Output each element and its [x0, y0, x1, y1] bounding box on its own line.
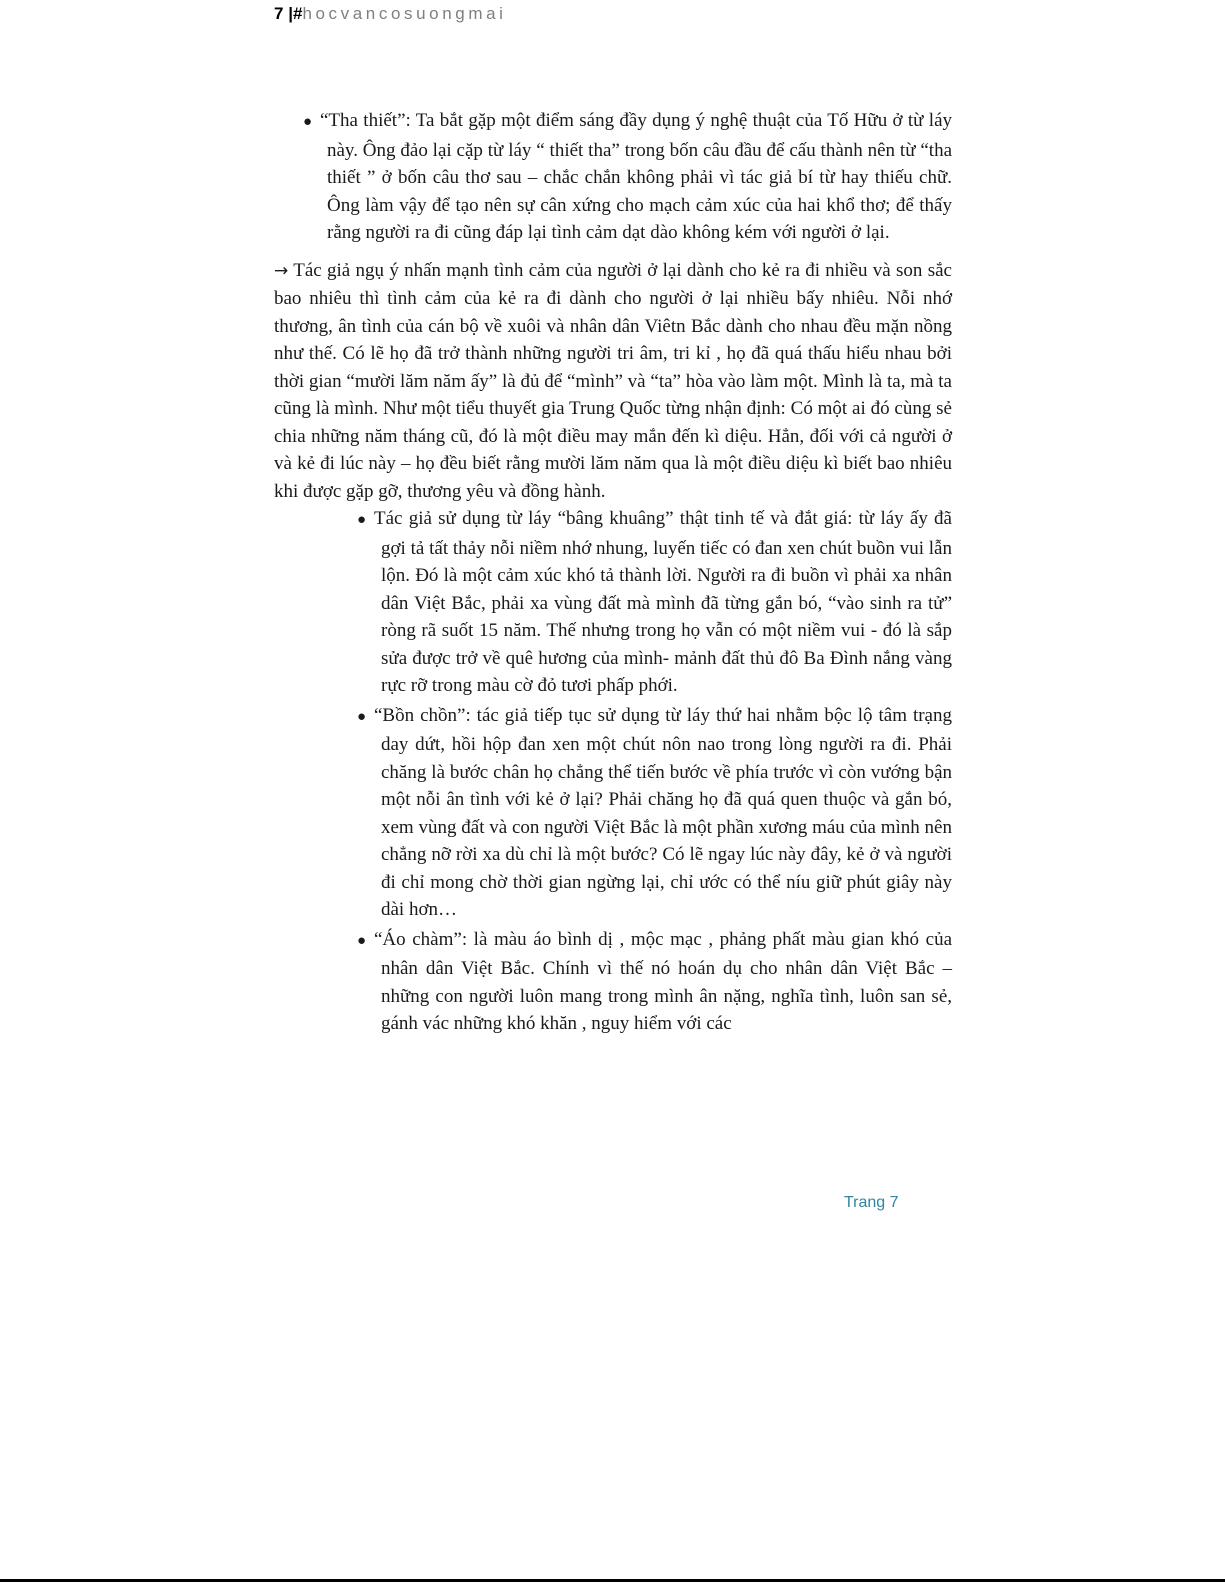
bottom-divider [0, 1579, 1225, 1582]
header-hash-mark: # [292, 4, 303, 23]
header-hashtag: hocvancosuongmai [302, 4, 507, 23]
header-page-number: 7 [274, 4, 284, 23]
list-item-text: Tác giả sử dụng từ láy “bâng khuâng” thật tinh tế và đắt giá: từ láy ấy đã gợi tả tất thảy nỗi niềm nhớ nhung, luyến tiếc có đan xen chút buồn vui lẫn lộn. Đó là một cảm xúc khó tả thành lời. Người ra đi buồn vì phải xa nhân dân Việt Bắc, phải xa vùng đất mà mình đã từng gắn bó, “vào sinh ra tử” ròng rã suốt 15 năm. Thế nhưng trong họ vẫn có một niềm vui - đó là sắp sửa được trở về quê hương của mình- mảnh đất thủ đô Ba Đình nắng vàng rực rỡ trong màu cờ đỏ tươi phấp phới. [374, 508, 952, 696]
header-separator: | [288, 4, 293, 23]
bullet-icon: ● [303, 114, 313, 130]
bullet-icon: ● [357, 932, 367, 949]
bullet-icon: ● [357, 512, 367, 528]
list-item-text: “Áo chàm”: là màu áo bình dị , mộc mạc , phảng phất màu gian khó của nhân dân Việt Bắc. Chính vì thế nó hoán dụ cho nhân dân Việt Bắc – những con người luôn mang trong mình ân nặng, nghĩa tình, luôn san sẻ, gánh vác những khó khăn , nguy hiểm với các [374, 928, 952, 1034]
page-header [274, 2, 507, 26]
conclusion-paragraph [274, 257, 952, 506]
list-item [357, 505, 952, 700]
bullet-list-top [274, 107, 952, 247]
conclusion-text: Tác giả ngụ ý nhấn mạnh tình cảm của người ở lại dành cho kẻ ra đi nhiều và son sắc bao nhiêu thì tình cảm của kẻ ra đi dành cho người ở lại nhiều bấy nhiêu. Nỗi nhớ thương, ân tình của cán bộ về xuôi và nhân dân Viêtn Bắc dành cho nhau đều mặn nồng như thế. Có lẽ họ đã trở thành những người tri âm, tri kỉ , họ đã quá thấu hiểu nhau bởi thời gian “mười lăm năm ấy” là đủ để “mình” và “ta” hòa vào làm một. Mình là ta, mà ta cũng là mình. Như một tiểu thuyết gia Trung Quốc từng nhận định: Có một ai đó cùng sẻ chia những năm tháng cũ, đó là một điều may mắn đến kì diệu. Hẳn, đối với cả người ở và kẻ đi lúc này – họ đều biết rằng mười lăm năm qua là một điều diệu kì biết bao nhiêu khi được gặp gỡ, thương yêu và đồng hành. [274, 259, 952, 502]
list-item-text: “Bồn chồn”: tác giả tiếp tục sử dụng từ láy thứ hai nhằm bộc lộ tâm trạng day dứt, hồi hộp đan xen một chút nôn nao trong lòng người ra đi. Phải chăng là bước chân họ chẳng thể tiến bước về phía trước vì còn vướng bận một nỗi ân tình với kẻ ở lại? Phải chăng họ đã quá quen thuộc và gắn bó, xem vùng đất và con người Việt Bắc là một phần xương máu của mình nên chẳng nỡ rời xa dù chỉ là một bước? Có lẽ ngay lúc này đây, kẻ ở và người đi chỉ mong chờ thời gian ngừng lại, chỉ ước có thể níu giữ phút giây này dài hơn… [374, 704, 952, 920]
list-item-text: “Tha thiết”: Ta bắt gặp một điểm sáng đầy dụng ý nghệ thuật của Tố Hữu ở từ láy này. Ông đảo lại cặp từ láy “ thiết tha” trong bốn câu đầu để cấu thành nên từ “tha thiết ” ở bốn câu thơ sau – chắc chắn không phải vì tác giả bí từ hay thiếu chữ. Ông làm vậy để tạo nên sự cân xứng cho mạch cảm xúc của hai khổ thơ; để thấy rằng người ra đi cũng đáp lại tình cảm dạt dào không kém với người ở lại. [320, 110, 952, 243]
list-item [303, 107, 952, 247]
list-item [357, 702, 952, 924]
bullet-icon: ● [357, 708, 367, 725]
page-footer: Trang 7 [844, 1194, 899, 1211]
arrow-right-icon: → [274, 260, 289, 281]
bullet-list-nested [274, 505, 952, 1038]
document-body [274, 107, 952, 1040]
list-item [357, 926, 952, 1038]
